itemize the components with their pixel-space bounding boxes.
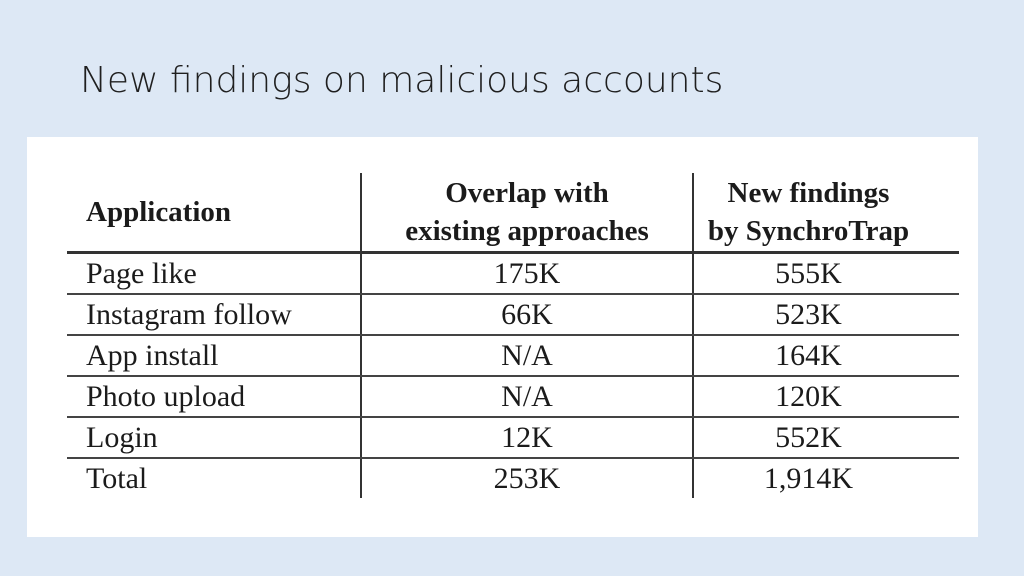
cell-new-findings: 523K [693,294,959,335]
cell-new-findings: 164K [693,335,959,376]
cell-overlap: N/A [361,376,693,417]
cell-overlap: 253K [361,458,693,498]
cell-new-findings: 1,914K [763,461,854,495]
table-row-total [67,458,959,498]
cell-overlap: N/A [361,335,693,376]
cell-application: Login [67,417,361,458]
header-new-line2: by SynchroTrap [707,215,910,247]
slide-title: New findings on malicious accounts [80,60,724,101]
cell-overlap: 175K [361,253,693,295]
cell-new-findings: 120K [693,376,959,417]
header-new-line1: New findings [727,177,890,209]
cell-application: Total [67,458,361,498]
cell-new-findings: 555K [693,253,959,295]
table-row [67,294,959,335]
findings-table [67,173,959,498]
cell-application: Instagram follow [67,294,361,335]
cell-application: App install [67,335,361,376]
cell-overlap: 66K [361,294,693,335]
header-new-findings [693,173,959,253]
table-row [67,417,959,458]
table-header-row [67,173,959,253]
cell-new-findings: 552K [693,417,959,458]
header-overlap-line1: Overlap with [445,177,609,209]
header-application-label: Application [86,196,232,228]
header-overlap-line2: existing approaches [405,215,649,247]
table-row [67,335,959,376]
cell-application: Page like [67,253,361,295]
cell-application: Photo upload [67,376,361,417]
header-overlap [361,173,693,253]
table-row [67,376,959,417]
table-image-panel [27,137,978,537]
header-application [67,173,361,253]
table-row [67,253,959,295]
cell-overlap: 12K [361,417,693,458]
